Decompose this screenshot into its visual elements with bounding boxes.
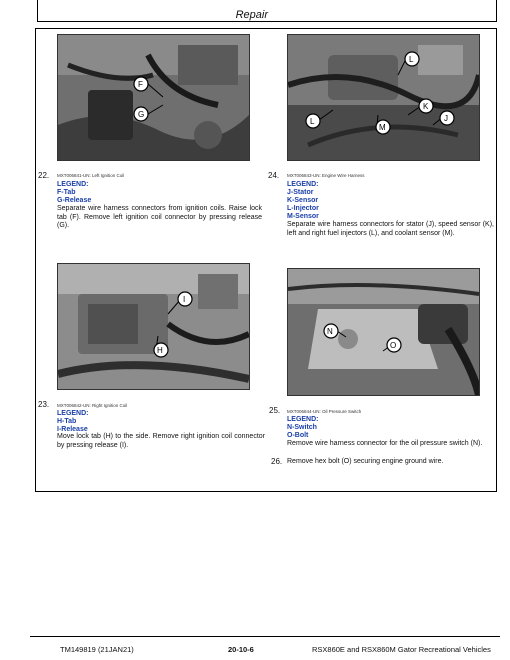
legend-title-24: LEGEND: xyxy=(287,181,319,188)
photo-engine-wire-harness xyxy=(287,34,480,161)
footer-document-id: TM149819 (21JAN21) xyxy=(60,645,134,654)
callout-k-label: K xyxy=(423,102,429,111)
legend-item-k: K-Sensor xyxy=(287,197,319,204)
header-bar xyxy=(37,0,497,22)
callout-o-label: O xyxy=(390,341,397,350)
legend-item-o: O-Bolt xyxy=(287,432,309,439)
instruction-text-22: Separate wire harness connectors from ignition coils. Raise lock tab (F). Remove left ignition coil connector by pressing release (G). xyxy=(57,205,262,230)
legend-item-j: J-Stator xyxy=(287,189,314,196)
instruction-text-24: Separate wire harness connectors for stator (J), speed sensor (K), left and right fuel injectors (L), and coolant sensor (M). xyxy=(287,221,494,237)
legend-item-i: I-Release xyxy=(57,426,88,433)
callout-f-label: F xyxy=(138,80,143,89)
footer-divider xyxy=(30,636,500,637)
instruction-text-26: Remove hex bolt (O) securing engine ground wire. xyxy=(287,458,444,465)
legend-item-f: F-Tab xyxy=(57,189,76,196)
legend-item-h: H-Tab xyxy=(57,418,77,425)
instruction-text-23: Move lock tab (H) to the side. Remove right ignition coil connector by pressing release (I). xyxy=(57,433,265,449)
step-number-23: 23. xyxy=(38,400,50,409)
callout-i-label: I xyxy=(183,295,186,304)
callout-n-label: N xyxy=(327,327,333,336)
legend-title-25: LEGEND: xyxy=(287,416,319,423)
step-number-26: 26. xyxy=(271,457,283,466)
step-number-22: 22. xyxy=(38,171,50,180)
instruction-text-25: Remove wire harness connector for the oil pressure switch (N). xyxy=(287,440,483,447)
legend-title-23: LEGEND: xyxy=(57,410,89,417)
footer-page-number: 20-10-6 xyxy=(228,645,254,654)
photo-oil-pressure-switch xyxy=(287,268,480,396)
photo-right-ignition-coil xyxy=(57,263,250,390)
page-section-title: Repair xyxy=(235,9,268,21)
footer-product-name: RSX860E and RSX860M Gator Recreational Vehicles xyxy=(312,645,491,654)
callout-m-label: M xyxy=(379,123,386,132)
legend-item-l: L-Injector xyxy=(287,205,319,212)
legend-item-n: N-Switch xyxy=(287,424,317,431)
callout-h-label: H xyxy=(157,346,163,355)
callout-j-label: J xyxy=(444,114,448,123)
figure-caption-22: MXT006841-UN: Left Ignition Coil xyxy=(57,173,125,178)
callout-l-top-label: L xyxy=(409,55,414,64)
figure-caption-23: MXT006842-UN: Right Ignition Coil xyxy=(57,403,128,408)
figure-caption-24: MXT006843-UN: Engine Wire Harness xyxy=(287,173,365,178)
photo-left-ignition-coil xyxy=(57,34,250,161)
step-number-25: 25. xyxy=(269,406,281,415)
callout-g-label: G xyxy=(138,110,145,119)
callout-l-left-label: L xyxy=(310,117,315,126)
legend-title-22: LEGEND: xyxy=(57,181,89,188)
legend-item-g: G-Release xyxy=(57,197,92,204)
legend-item-m: M-Sensor xyxy=(287,213,319,220)
step-number-24: 24. xyxy=(268,171,280,180)
figure-caption-25: MXT006844-UN: Oil Pressure Switch xyxy=(287,409,362,414)
